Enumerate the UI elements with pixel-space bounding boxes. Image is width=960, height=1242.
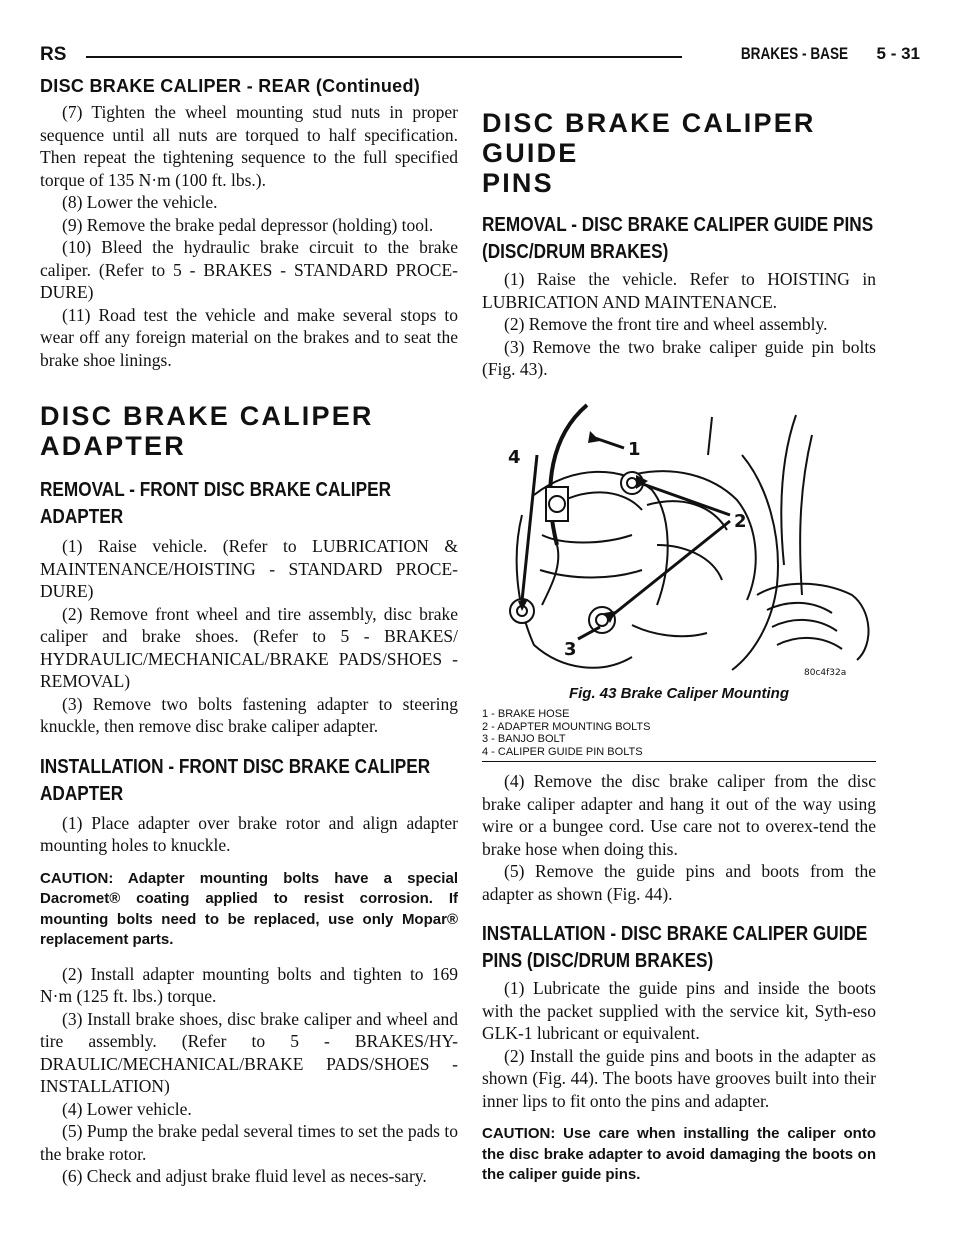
subsection-heading-line: ADAPTER bbox=[40, 782, 124, 805]
figure-caption: Fig. 43 Brake Caliper Mounting bbox=[568, 684, 790, 702]
section-heading bbox=[482, 108, 876, 198]
legend-item: 3 - BANJO BOLT bbox=[482, 733, 566, 745]
subsection-heading-line: INSTALLATION - FRONT DISC BRAKE CALIPER bbox=[40, 755, 431, 778]
subsection-heading-line: PINS (DISC/DRUM BRAKES) bbox=[482, 950, 714, 972]
step-paragraph: (6) Check and adjust brake fluid level as neces-sary. bbox=[62, 1166, 427, 1186]
right-column bbox=[482, 108, 876, 1186]
step-paragraph: (11) Road test the vehicle and make several stops to wear off any foreign material on the brakes and to seat the brake shoe linings. bbox=[40, 304, 458, 370]
step-paragraph: (10) Bleed the hydraulic brake circuit to the brake caliper. (Refer to 5 - BRAKES - STANDARD PROCE-DURE) bbox=[40, 237, 458, 302]
step-paragraph: (3) Install brake shoes, disc brake caliper and wheel and tire assembly. (Refer to 5 - BRAKES/HY-DRAULIC/MECHANICAL/BRAKE PADS/SHOES - INSTALLATION) bbox=[40, 1008, 458, 1096]
step-paragraph: (4) Remove the disc brake caliper from the disc brake caliper adapter and hang it out of the way using wire or a bungee cord. Use care not to overex-tend the brake hose when doing this. bbox=[482, 771, 876, 859]
section-heading-line: ADAPTER bbox=[40, 431, 186, 461]
brake-caliper-illustration bbox=[482, 395, 876, 681]
subsection-heading-line: ADAPTER bbox=[40, 506, 124, 528]
manual-section-title: BRAKES - BASE bbox=[740, 44, 848, 63]
step-paragraph: (1) Place adapter over brake rotor and align adapter mounting holes to knuckle. bbox=[40, 812, 458, 855]
subsection-heading-line: REMOVAL - DISC BRAKE CALIPER GUIDE PINS bbox=[482, 214, 874, 236]
step-paragraph: (1) Raise vehicle. (Refer to LUBRICATION & MAINTENANCE/HOISTING - STANDARD PROCE-DURE) bbox=[40, 536, 458, 601]
subsection-heading bbox=[482, 921, 875, 975]
image-code: 80c4f32a bbox=[804, 667, 847, 678]
continued-title: DISC BRAKE CALIPER - REAR (Continued) bbox=[40, 76, 421, 96]
running-header bbox=[40, 44, 920, 68]
step-paragraph: (5) Pump the brake pedal several times to set the pads to the brake rotor. bbox=[40, 1121, 458, 1164]
step-paragraph: (5) Remove the guide pins and boots from the adapter as shown (Fig. 44). bbox=[482, 861, 876, 904]
subsection-heading-line: INSTALLATION - DISC BRAKE CALIPER GUIDE bbox=[482, 923, 868, 945]
caliper-line-drawing bbox=[482, 395, 876, 681]
subsection-heading-line: (DISC/DRUM BRAKES) bbox=[482, 241, 669, 263]
section-heading bbox=[40, 401, 458, 461]
legend-item: 4 - CALIPER GUIDE PIN BOLTS bbox=[482, 745, 643, 758]
section-heading-line: DISC BRAKE CALIPER GUIDE bbox=[482, 108, 816, 168]
caution-note: CAUTION: Adapter mounting bolts have a special Dacromet® coating applied to resist corrosion. If mounting bolts need to be replaced, use only Mopar® replacement parts. bbox=[40, 869, 458, 948]
section-code: RS bbox=[40, 44, 67, 65]
callout-4: 4 bbox=[508, 446, 521, 468]
subsection-heading bbox=[482, 212, 875, 266]
left-column bbox=[40, 101, 458, 1188]
step-paragraph: (9) Remove the brake pedal depressor (holding) tool. bbox=[62, 214, 434, 235]
step-paragraph: (7) Tighten the wheel mounting stud nuts in proper sequence until all nuts are torqued to half specification. Then repeat the tightening sequence to the full specified torque of 135 N·m (100 ft. lbs.). bbox=[40, 102, 458, 190]
callout-2: 2 bbox=[734, 510, 747, 532]
step-paragraph: (2) Remove front wheel and tire assembly, disc brake caliper and brake shoes. (Refer to 5 - BRAKES/ HYDRAULIC/MECHANICAL/BRAKE PADS/SHOES - REMOVAL) bbox=[40, 603, 458, 691]
legend-item: 1 - BRAKE HOSE bbox=[482, 708, 570, 720]
legend-item: 2 - ADAPTER MOUNTING BOLTS bbox=[482, 720, 651, 733]
subsection-heading-line: REMOVAL - FRONT DISC BRAKE CALIPER bbox=[40, 479, 392, 501]
section-heading-line: DISC BRAKE CALIPER bbox=[40, 401, 374, 431]
step-paragraph: (4) Lower vehicle. bbox=[62, 1098, 192, 1119]
step-paragraph: (3) Remove two bolts fastening adapter to steering knuckle, then remove disc brake caliper adapter. bbox=[40, 693, 458, 736]
step-paragraph: (2) Remove the front tire and wheel assembly. bbox=[504, 314, 828, 334]
callout-3: 3 bbox=[564, 638, 577, 660]
step-paragraph: (8) Lower the vehicle. bbox=[62, 192, 218, 212]
step-paragraph: (1) Raise the vehicle. Refer to HOISTING in LUBRICATION AND MAINTENANCE. bbox=[482, 269, 876, 312]
step-paragraph: (1) Lubricate the guide pins and inside the boots with the packet supplied with the service kit, Syth-eso GLK-1 lubricant or equivalent. bbox=[482, 978, 876, 1043]
callout-1: 1 bbox=[628, 438, 641, 460]
caution-note: CAUTION: Use care when installing the caliper onto the disc brake adapter to avoid damaging the boots on the caliper guide pins. bbox=[482, 1125, 876, 1183]
subsection-heading bbox=[40, 477, 457, 531]
figure-legend bbox=[482, 708, 876, 758]
legend-divider bbox=[482, 761, 876, 762]
section-heading-line: PINS bbox=[482, 168, 554, 198]
step-paragraph: (2) Install the guide pins and boots in the adapter as shown (Fig. 44). The boots have grooves built into their inner lips to fit onto the pins and adapter. bbox=[482, 1045, 876, 1111]
subsection-heading bbox=[40, 754, 457, 808]
step-paragraph: (3) Remove the two brake caliper guide pin bolts (Fig. 43). bbox=[482, 336, 876, 379]
step-paragraph: (2) Install adapter mounting bolts and tighten to 169 N·m (125 ft. lbs.) torque. bbox=[40, 963, 458, 1006]
page-number: 5 - 31 bbox=[876, 44, 920, 63]
header-rule bbox=[86, 56, 682, 58]
